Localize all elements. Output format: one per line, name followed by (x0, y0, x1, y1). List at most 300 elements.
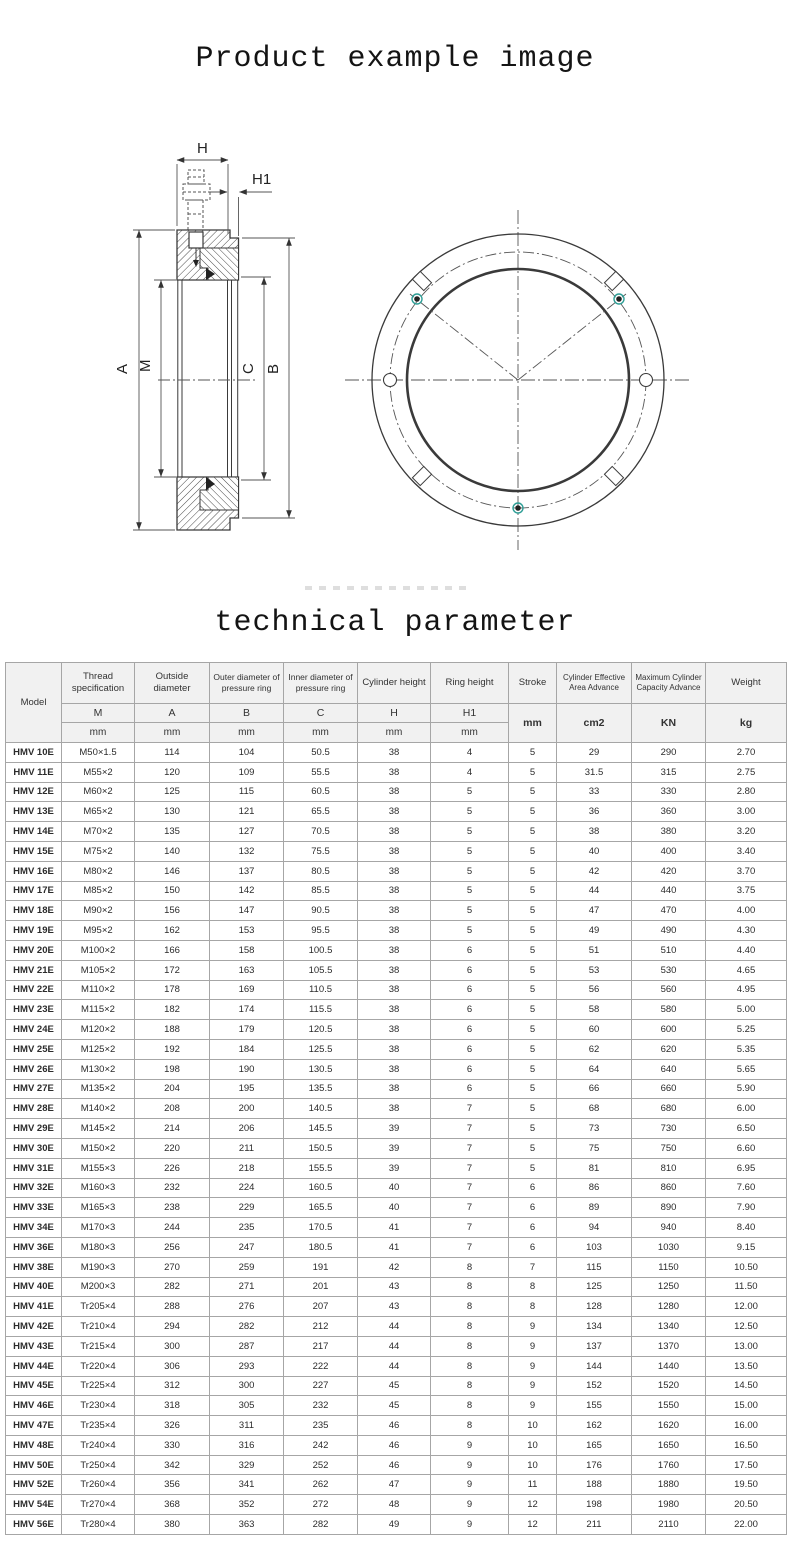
value-cell: 179 (210, 1020, 284, 1040)
value-cell: 226 (135, 1158, 210, 1178)
value-cell: 940 (632, 1218, 706, 1238)
value-cell: 115 (210, 782, 284, 802)
value-cell: 7 (431, 1138, 509, 1158)
unit-weight: kg (706, 704, 787, 743)
header-stroke: Stroke (509, 663, 557, 704)
value-cell: 318 (135, 1396, 210, 1416)
value-cell: 44 (358, 1356, 431, 1376)
model-cell: HMV 50E (6, 1455, 62, 1475)
oil-port (189, 232, 203, 248)
value-cell: 9 (431, 1435, 509, 1455)
value-cell: 80.5 (284, 861, 358, 881)
value-cell: 174 (210, 1000, 284, 1020)
table-row (6, 1020, 787, 1040)
model-cell: HMV 29E (6, 1119, 62, 1139)
model-cell: HMV 45E (6, 1376, 62, 1396)
value-cell: 156 (135, 901, 210, 921)
value-cell: 5 (431, 861, 509, 881)
value-cell: 38 (358, 980, 431, 1000)
value-cell: Tr250×4 (62, 1455, 135, 1475)
value-cell: 75 (557, 1138, 632, 1158)
value-cell: 1440 (632, 1356, 706, 1376)
value-cell: 218 (210, 1158, 284, 1178)
value-cell: 9 (509, 1336, 557, 1356)
value-cell: 169 (210, 980, 284, 1000)
value-cell: 5 (509, 881, 557, 901)
value-cell: 48 (358, 1495, 431, 1515)
unit-stroke: mm (509, 704, 557, 743)
model-cell: HMV 15E (6, 841, 62, 861)
header-inner-diameter-ring: Inner diameter of pressure ring (284, 663, 358, 704)
value-cell: 235 (210, 1218, 284, 1238)
value-cell: 360 (632, 802, 706, 822)
unit-outer: mm (210, 723, 284, 743)
table-row (6, 1158, 787, 1178)
value-cell: 103 (557, 1237, 632, 1257)
value-cell: 6 (509, 1198, 557, 1218)
value-cell: 65.5 (284, 802, 358, 822)
value-cell: 132 (210, 841, 284, 861)
model-cell: HMV 25E (6, 1039, 62, 1059)
value-cell: 38 (358, 1059, 431, 1079)
value-cell: 180.5 (284, 1237, 358, 1257)
value-cell: 153 (210, 921, 284, 941)
value-cell: 195 (210, 1079, 284, 1099)
value-cell: 305 (210, 1396, 284, 1416)
value-cell: 5 (431, 921, 509, 941)
model-cell: HMV 43E (6, 1336, 62, 1356)
model-cell: HMV 30E (6, 1138, 62, 1158)
value-cell: 16.50 (706, 1435, 787, 1455)
value-cell: 5 (509, 1099, 557, 1119)
value-cell: 750 (632, 1138, 706, 1158)
value-cell: 1520 (632, 1376, 706, 1396)
table-row (6, 743, 787, 763)
table-row (6, 960, 787, 980)
value-cell: 1280 (632, 1297, 706, 1317)
table-row (6, 940, 787, 960)
value-cell: 4.30 (706, 921, 787, 941)
value-cell: M160×3 (62, 1178, 135, 1198)
value-cell: 5 (431, 782, 509, 802)
symbol-h1: H1 (431, 704, 509, 723)
unit-thread: mm (62, 723, 135, 743)
value-cell: M60×2 (62, 782, 135, 802)
value-cell: 137 (210, 861, 284, 881)
value-cell: 53 (557, 960, 632, 980)
value-cell: 8 (431, 1317, 509, 1337)
value-cell: 39 (358, 1119, 431, 1139)
value-cell: M140×2 (62, 1099, 135, 1119)
model-cell: HMV 11E (6, 762, 62, 782)
value-cell: 235 (284, 1416, 358, 1436)
value-cell: Tr230×4 (62, 1396, 135, 1416)
table-row (6, 861, 787, 881)
value-cell: 9 (509, 1356, 557, 1376)
value-cell: 142 (210, 881, 284, 901)
value-cell: Tr280×4 (62, 1515, 135, 1535)
value-cell: 4.95 (706, 980, 787, 1000)
value-cell: 5.90 (706, 1079, 787, 1099)
value-cell: 12.00 (706, 1297, 787, 1317)
value-cell: 3.00 (706, 802, 787, 822)
model-cell: HMV 19E (6, 921, 62, 941)
value-cell: 5 (509, 822, 557, 842)
value-cell: 11.50 (706, 1277, 787, 1297)
value-cell: 40 (358, 1198, 431, 1218)
value-cell: 20.50 (706, 1495, 787, 1515)
value-cell: 163 (210, 960, 284, 980)
value-cell: 363 (210, 1515, 284, 1535)
value-cell: 46 (358, 1435, 431, 1455)
value-cell: 510 (632, 940, 706, 960)
value-cell: M95×2 (62, 921, 135, 941)
value-cell: 329 (210, 1455, 284, 1475)
value-cell: 200 (210, 1099, 284, 1119)
model-cell: HMV 22E (6, 980, 62, 1000)
value-cell: 342 (135, 1455, 210, 1475)
value-cell: 368 (135, 1495, 210, 1515)
model-cell: HMV 31E (6, 1158, 62, 1178)
value-cell: 330 (632, 782, 706, 802)
value-cell: 198 (135, 1059, 210, 1079)
value-cell: 256 (135, 1237, 210, 1257)
value-cell: 120 (135, 762, 210, 782)
model-cell: HMV 44E (6, 1356, 62, 1376)
value-cell: 46 (358, 1455, 431, 1475)
value-cell: 38 (358, 901, 431, 921)
table-row (6, 1000, 787, 1020)
value-cell: 470 (632, 901, 706, 921)
model-cell: HMV 21E (6, 960, 62, 980)
value-cell: 5 (509, 1039, 557, 1059)
table-row (6, 1178, 787, 1198)
table-row (6, 1138, 787, 1158)
table-row (6, 782, 787, 802)
value-cell: 1760 (632, 1455, 706, 1475)
table-row (6, 881, 787, 901)
value-cell: 38 (358, 1039, 431, 1059)
section-title: technical parameter (214, 606, 576, 640)
value-cell: 5.00 (706, 1000, 787, 1020)
cross-section-view (114, 140, 295, 530)
value-cell: 55.5 (284, 762, 358, 782)
value-cell: 8 (431, 1336, 509, 1356)
value-cell: 6 (431, 1020, 509, 1040)
value-cell: 420 (632, 861, 706, 881)
value-cell: M70×2 (62, 822, 135, 842)
value-cell: 311 (210, 1416, 284, 1436)
value-cell: 8 (431, 1257, 509, 1277)
value-cell: M200×3 (62, 1277, 135, 1297)
value-cell: 2110 (632, 1515, 706, 1535)
model-cell: HMV 34E (6, 1218, 62, 1238)
value-cell: 580 (632, 1000, 706, 1020)
value-cell: 16.00 (706, 1416, 787, 1436)
grease-nipple (183, 170, 210, 230)
value-cell: 90.5 (284, 901, 358, 921)
model-cell: HMV 33E (6, 1198, 62, 1218)
value-cell: 8 (431, 1277, 509, 1297)
value-cell: 6.95 (706, 1158, 787, 1178)
value-cell: 64 (557, 1059, 632, 1079)
value-cell: 7 (431, 1237, 509, 1257)
value-cell: 62 (557, 1039, 632, 1059)
value-cell: 6 (509, 1237, 557, 1257)
table-row (6, 1356, 787, 1376)
value-cell: 5 (509, 861, 557, 881)
value-cell: 160.5 (284, 1178, 358, 1198)
value-cell: 4 (431, 743, 509, 763)
model-cell: HMV 36E (6, 1237, 62, 1257)
value-cell: 5 (509, 841, 557, 861)
value-cell: 12 (509, 1515, 557, 1535)
header-effective-area: Cylinder Effective Area Advance (557, 663, 632, 704)
value-cell: 125 (557, 1277, 632, 1297)
value-cell: 680 (632, 1099, 706, 1119)
value-cell: 9 (509, 1317, 557, 1337)
header-weight: Weight (706, 663, 787, 704)
table-row (6, 1416, 787, 1436)
value-cell: 7.90 (706, 1198, 787, 1218)
value-cell: 7 (509, 1257, 557, 1277)
value-cell: 232 (135, 1178, 210, 1198)
value-cell: 2.80 (706, 782, 787, 802)
value-cell: M100×2 (62, 940, 135, 960)
table-row (6, 841, 787, 861)
value-cell: 135.5 (284, 1079, 358, 1099)
value-cell: 3.70 (706, 861, 787, 881)
value-cell: 242 (284, 1435, 358, 1455)
value-cell: 125.5 (284, 1039, 358, 1059)
table-body (6, 743, 787, 1535)
front-view (345, 210, 692, 550)
value-cell: Tr235×4 (62, 1416, 135, 1436)
value-cell: 12.50 (706, 1317, 787, 1337)
value-cell: 306 (135, 1356, 210, 1376)
value-cell: 1980 (632, 1495, 706, 1515)
value-cell: 100.5 (284, 940, 358, 960)
table-row (6, 1277, 787, 1297)
value-cell: 4.65 (706, 960, 787, 980)
symbol-b: B (210, 704, 284, 723)
value-cell: 224 (210, 1178, 284, 1198)
value-cell: 15.00 (706, 1396, 787, 1416)
table-row (6, 1475, 787, 1495)
value-cell: 38 (358, 940, 431, 960)
value-cell: 640 (632, 1059, 706, 1079)
value-cell: 9 (431, 1495, 509, 1515)
value-cell: 60.5 (284, 782, 358, 802)
table-row (6, 1317, 787, 1337)
value-cell: 1150 (632, 1257, 706, 1277)
page-title: Product example image (195, 42, 595, 76)
value-cell: 211 (210, 1138, 284, 1158)
value-cell: 120.5 (284, 1020, 358, 1040)
table-row (6, 1059, 787, 1079)
value-cell: 38 (358, 881, 431, 901)
value-cell: 38 (358, 921, 431, 941)
value-cell: 1030 (632, 1237, 706, 1257)
value-cell: 135 (135, 822, 210, 842)
value-cell: 6 (431, 940, 509, 960)
value-cell: 222 (284, 1356, 358, 1376)
value-cell: 5 (509, 1079, 557, 1099)
value-cell: 89 (557, 1198, 632, 1218)
value-cell: M55×2 (62, 762, 135, 782)
value-cell: 170.5 (284, 1218, 358, 1238)
value-cell: 13.50 (706, 1356, 787, 1376)
value-cell: 272 (284, 1495, 358, 1515)
value-cell: 38 (358, 1020, 431, 1040)
value-cell: 10.50 (706, 1257, 787, 1277)
value-cell: 326 (135, 1416, 210, 1436)
value-cell: 5 (509, 762, 557, 782)
header-thread-spec: Thread specification (62, 663, 135, 704)
side-hole-right (640, 374, 653, 387)
value-cell: 9 (509, 1396, 557, 1416)
value-cell: 38 (358, 960, 431, 980)
table-row (6, 901, 787, 921)
oil-port-dot-right (614, 294, 624, 304)
value-cell: 158 (210, 940, 284, 960)
value-cell: 9.15 (706, 1237, 787, 1257)
value-cell: 56 (557, 980, 632, 1000)
unit-outside: mm (135, 723, 210, 743)
value-cell: M165×3 (62, 1198, 135, 1218)
value-cell: 145.5 (284, 1119, 358, 1139)
value-cell: 8 (509, 1277, 557, 1297)
table-row (6, 1455, 787, 1475)
value-cell: 5 (431, 802, 509, 822)
unit-capacity: KN (632, 704, 706, 743)
value-cell: 7.60 (706, 1178, 787, 1198)
table-row (6, 980, 787, 1000)
value-cell: 110.5 (284, 980, 358, 1000)
value-cell: 50.5 (284, 743, 358, 763)
table-row (6, 1435, 787, 1455)
value-cell: 128 (557, 1297, 632, 1317)
value-cell: 440 (632, 881, 706, 901)
value-cell: 5 (509, 960, 557, 980)
value-cell: 75.5 (284, 841, 358, 861)
value-cell: 810 (632, 1158, 706, 1178)
value-cell: 316 (210, 1435, 284, 1455)
value-cell: M65×2 (62, 802, 135, 822)
value-cell: Tr270×4 (62, 1495, 135, 1515)
table-row (6, 1515, 787, 1535)
value-cell: 150 (135, 881, 210, 901)
table-row (6, 1297, 787, 1317)
dimension-M (154, 280, 176, 477)
value-cell: M110×2 (62, 980, 135, 1000)
value-cell: 19.50 (706, 1475, 787, 1495)
model-cell: HMV 47E (6, 1416, 62, 1436)
value-cell: M75×2 (62, 841, 135, 861)
value-cell: 5 (509, 901, 557, 921)
value-cell: 1250 (632, 1277, 706, 1297)
value-cell: 890 (632, 1198, 706, 1218)
dim-label-a: A (114, 363, 131, 374)
value-cell: 7 (431, 1218, 509, 1238)
table-row (6, 1376, 787, 1396)
value-cell: Tr205×4 (62, 1297, 135, 1317)
value-cell: 560 (632, 980, 706, 1000)
cylinder-walls (177, 280, 239, 477)
model-cell: HMV 32E (6, 1178, 62, 1198)
value-cell: 41 (358, 1218, 431, 1238)
model-cell: HMV 10E (6, 743, 62, 763)
value-cell: 5 (509, 1000, 557, 1020)
value-cell: 380 (632, 822, 706, 842)
value-cell: 5 (509, 1020, 557, 1040)
value-cell: 201 (284, 1277, 358, 1297)
value-cell: 85.5 (284, 881, 358, 901)
value-cell: 6 (431, 1059, 509, 1079)
value-cell: 8 (509, 1297, 557, 1317)
value-cell: 1340 (632, 1317, 706, 1337)
value-cell: 49 (557, 921, 632, 941)
value-cell: 5 (431, 881, 509, 901)
unit-ring-h: mm (431, 723, 509, 743)
table-row (6, 1039, 787, 1059)
value-cell: 238 (135, 1198, 210, 1218)
model-cell: HMV 18E (6, 901, 62, 921)
value-cell: 6.60 (706, 1138, 787, 1158)
value-cell: M50×1.5 (62, 743, 135, 763)
model-cell: HMV 26E (6, 1059, 62, 1079)
model-cell: HMV 12E (6, 782, 62, 802)
value-cell: 5 (509, 1059, 557, 1079)
value-cell: 38 (358, 1000, 431, 1020)
header-max-capacity: Maximum Cylinder Capacity Advance (632, 663, 706, 704)
value-cell: 620 (632, 1039, 706, 1059)
table-row (6, 822, 787, 842)
value-cell: 5 (431, 841, 509, 861)
value-cell: 66 (557, 1079, 632, 1099)
table-row (6, 1218, 787, 1238)
unit-cyl-h: mm (358, 723, 431, 743)
value-cell: 188 (557, 1475, 632, 1495)
header-cylinder-height: Cylinder height (358, 663, 431, 704)
value-cell: Tr210×4 (62, 1317, 135, 1337)
table-row (6, 1099, 787, 1119)
value-cell: 147 (210, 901, 284, 921)
dimension-C (241, 277, 271, 480)
dimension-B (242, 238, 295, 518)
value-cell: 6.00 (706, 1099, 787, 1119)
value-cell: 4.40 (706, 940, 787, 960)
value-cell: M145×2 (62, 1119, 135, 1139)
value-cell: 7 (431, 1198, 509, 1218)
model-cell: HMV 23E (6, 1000, 62, 1020)
value-cell: Tr260×4 (62, 1475, 135, 1495)
value-cell: 490 (632, 921, 706, 941)
value-cell: Tr240×4 (62, 1435, 135, 1455)
value-cell: 8 (431, 1297, 509, 1317)
value-cell: 6 (431, 960, 509, 980)
value-cell: 5 (431, 822, 509, 842)
value-cell: 207 (284, 1297, 358, 1317)
table-row (6, 921, 787, 941)
value-cell: 206 (210, 1119, 284, 1139)
value-cell: 300 (135, 1336, 210, 1356)
value-cell: 8 (431, 1356, 509, 1376)
value-cell: 247 (210, 1237, 284, 1257)
value-cell: 162 (557, 1416, 632, 1436)
dim-label-b: B (265, 363, 282, 374)
value-cell: 165 (557, 1435, 632, 1455)
